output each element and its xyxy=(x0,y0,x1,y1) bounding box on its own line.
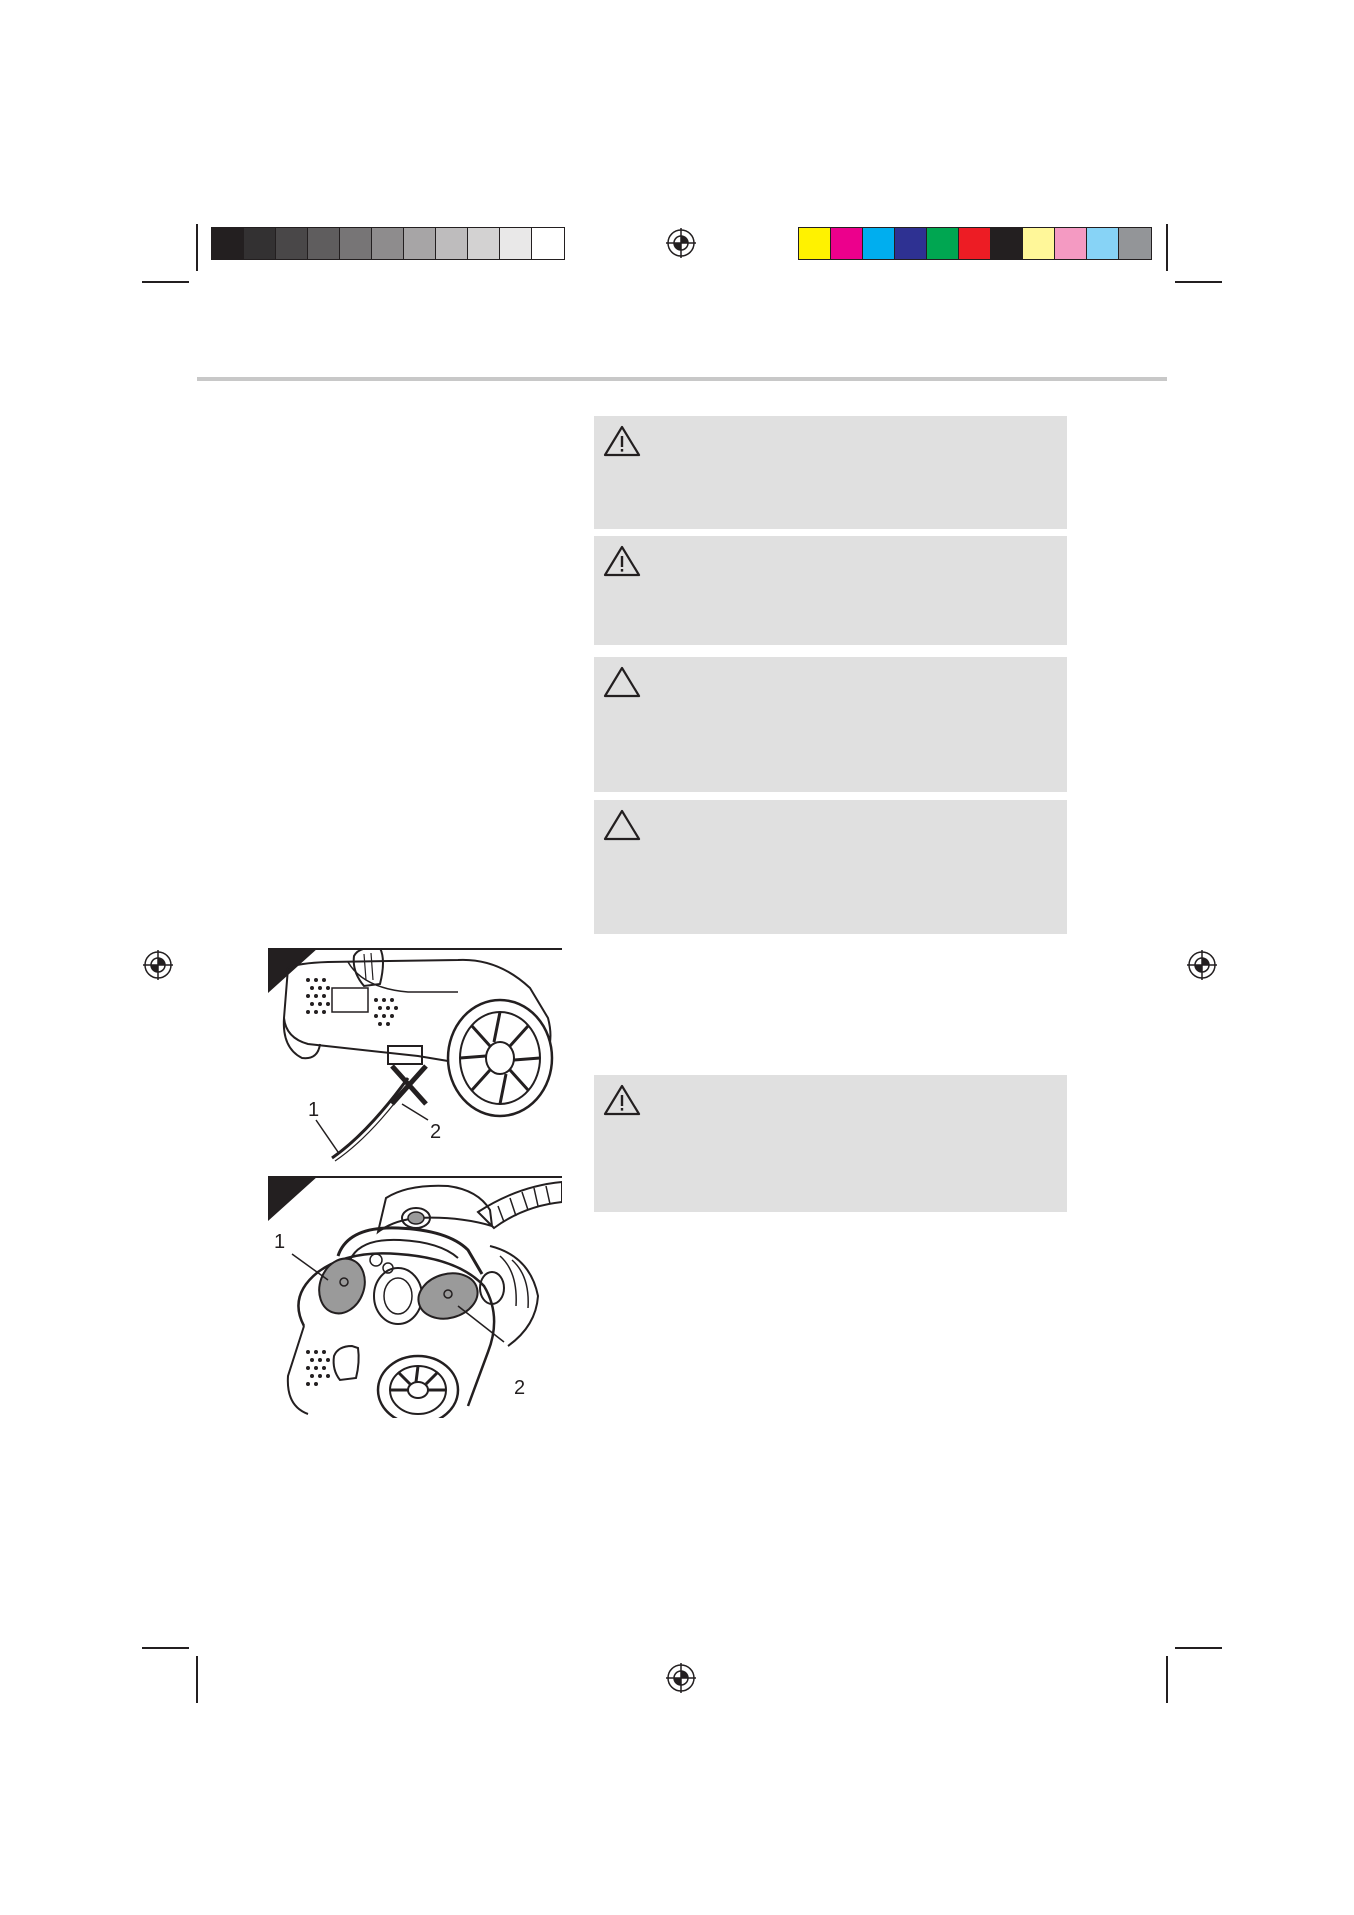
process-color-swatch xyxy=(927,228,959,259)
grayscale-swatch xyxy=(500,228,532,259)
process-color-swatch xyxy=(991,228,1023,259)
process-color-swatch xyxy=(895,228,927,259)
process-color-swatch xyxy=(1119,228,1151,259)
crop-mark-top-right-horizontal xyxy=(1175,281,1222,283)
grayscale-swatch xyxy=(244,228,276,259)
caution-triangle-icon xyxy=(602,808,642,842)
registration-mark-icon xyxy=(666,1663,696,1693)
registration-mark-icon xyxy=(666,228,696,258)
caution-triangle-icon xyxy=(602,665,642,699)
grayscale-swatch xyxy=(436,228,468,259)
crop-mark-bottom-right-horizontal xyxy=(1175,1647,1222,1649)
process-color-swatch xyxy=(831,228,863,259)
process-color-swatch xyxy=(799,228,831,259)
caution-note-1 xyxy=(594,657,1067,792)
grayscale-color-bar xyxy=(211,227,565,260)
crop-mark-bottom-right-vertical xyxy=(1166,1656,1168,1703)
grayscale-swatch xyxy=(468,228,500,259)
header-rule xyxy=(197,377,1167,381)
process-color-swatch xyxy=(1023,228,1055,259)
registration-mark-icon xyxy=(143,950,173,980)
figure-label-1: 1 xyxy=(274,1231,286,1253)
grayscale-swatch xyxy=(308,228,340,259)
warning-note-1 xyxy=(594,416,1067,529)
crop-mark-top-left-horizontal xyxy=(142,281,189,283)
figure-label-1: 1 xyxy=(308,1099,320,1121)
grayscale-swatch xyxy=(404,228,436,259)
caution-note-2 xyxy=(594,800,1067,934)
process-color-swatch xyxy=(1055,228,1087,259)
warning-note-3 xyxy=(594,1075,1067,1212)
grayscale-swatch xyxy=(340,228,372,259)
warning-exclamation-icon xyxy=(602,1083,642,1117)
crop-mark-top-right-vertical xyxy=(1166,224,1168,271)
crop-mark-bottom-left-vertical xyxy=(196,1656,198,1703)
registration-mark-icon xyxy=(1187,950,1217,980)
process-color-bar xyxy=(798,227,1152,260)
cord-rewind-figure xyxy=(268,948,562,1168)
grayscale-swatch xyxy=(372,228,404,259)
grayscale-swatch xyxy=(276,228,308,259)
process-color-swatch xyxy=(863,228,895,259)
grayscale-swatch xyxy=(212,228,244,259)
crop-mark-bottom-left-horizontal xyxy=(142,1647,189,1649)
crop-mark-top-left-vertical xyxy=(196,224,198,271)
warning-exclamation-icon xyxy=(602,424,642,458)
warning-exclamation-icon xyxy=(602,544,642,578)
figure-label-2: 2 xyxy=(430,1121,442,1143)
process-color-swatch xyxy=(959,228,991,259)
figure-label-2: 2 xyxy=(514,1377,526,1399)
buttons-figure xyxy=(268,1176,562,1418)
process-color-swatch xyxy=(1087,228,1119,259)
warning-note-2 xyxy=(594,536,1067,645)
grayscale-swatch xyxy=(532,228,564,259)
